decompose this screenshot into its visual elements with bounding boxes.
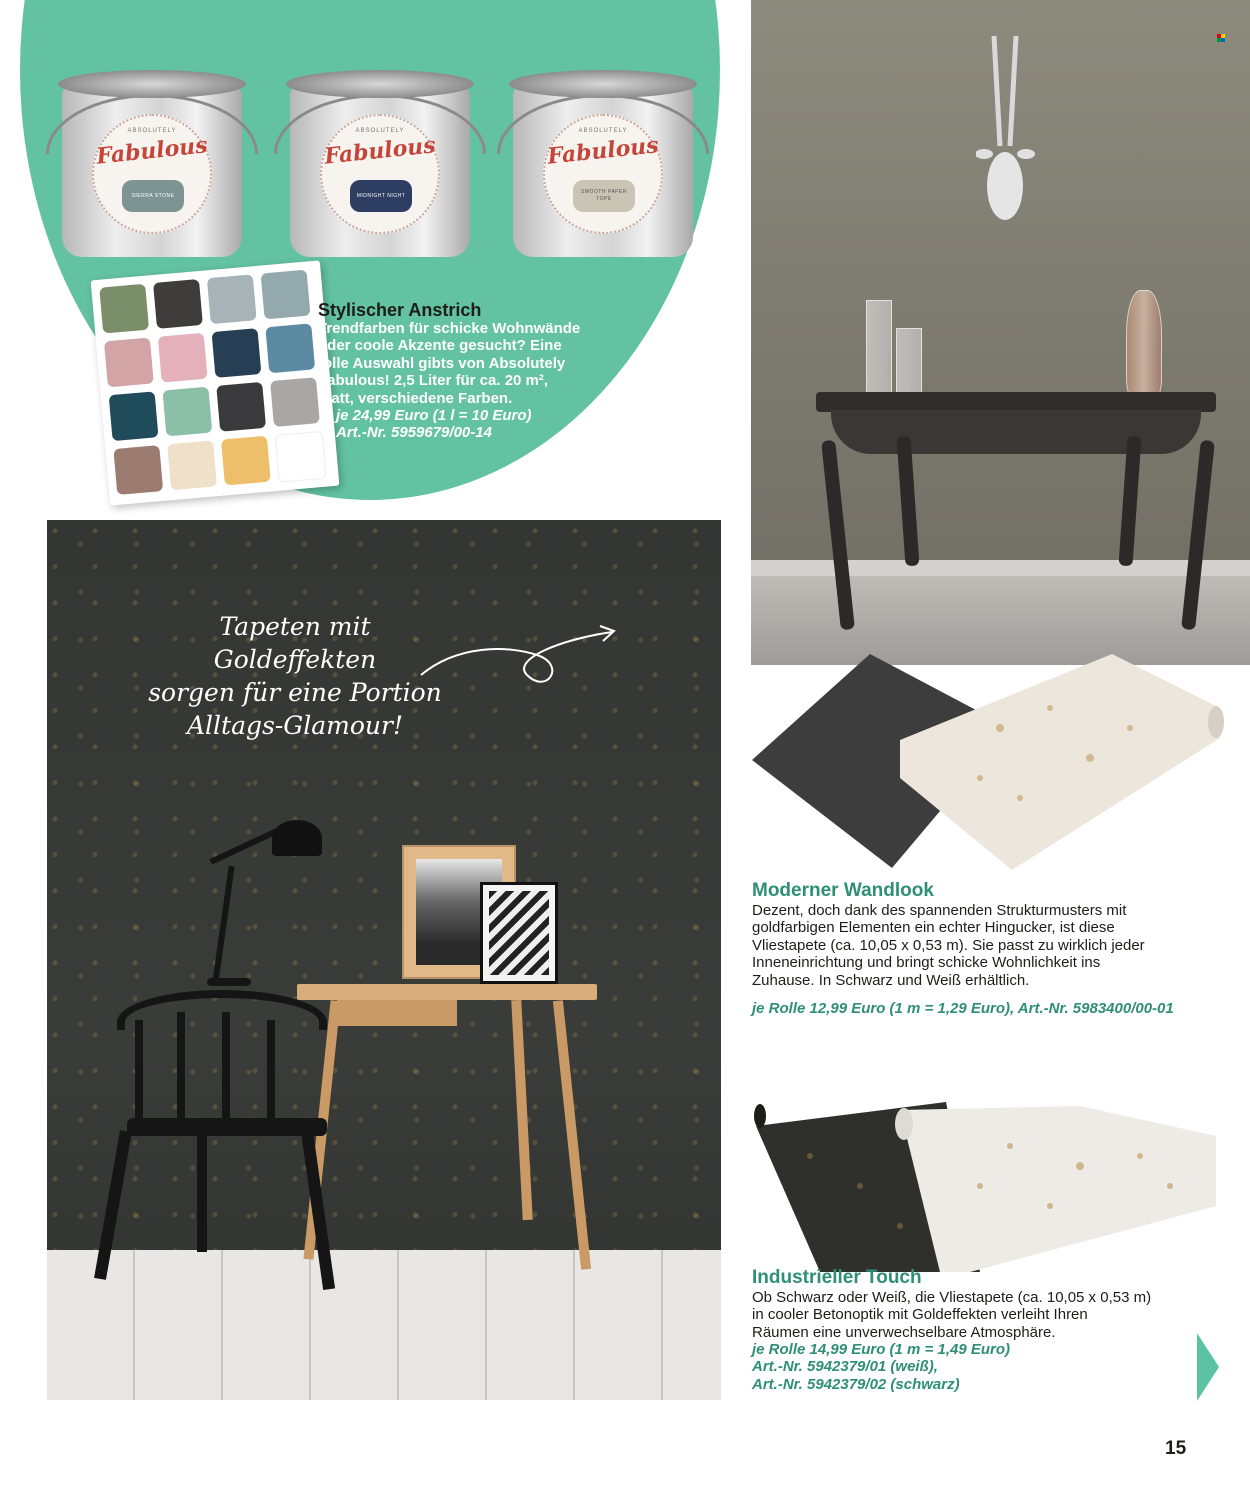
paint-price-line: je 24,99 Euro (1 l = 10 Euro) — [336, 407, 532, 424]
industrial-description-line: Ob Schwarz oder Weiß, die Vliestapete (ca. 10,05 x 0,53 m) — [752, 1289, 1152, 1306]
console-table-apron — [831, 410, 1201, 454]
paint-description-line: Trendfarben für schicke Wohnwände — [318, 320, 581, 337]
wallpaper-roll-end — [895, 1108, 913, 1140]
paint-can-label — [92, 114, 212, 234]
paint-can-lid — [509, 70, 697, 98]
paint-brand: Fabulous — [95, 132, 209, 170]
industrial-price-line: Art.-Nr. 5942379/01 (weiß), — [752, 1358, 938, 1376]
script-caption-line: Alltags-Glamour! — [186, 711, 403, 740]
paint-brand-small: ABSOLUTELY — [355, 128, 405, 134]
chair-spindle — [177, 1012, 185, 1120]
paint-can-lid — [58, 70, 246, 98]
industrial-description — [752, 1289, 1192, 1341]
industrial-price — [752, 1341, 1192, 1393]
next-page-arrow-icon[interactable] — [1197, 1333, 1219, 1401]
console-table-photo — [751, 0, 1250, 665]
paint-can — [52, 62, 252, 262]
desk-lamp-arm — [212, 866, 235, 986]
wooden-floor — [47, 1250, 721, 1400]
paint-can — [503, 62, 703, 262]
architecture-image — [489, 891, 549, 975]
wallpaper-white-sheet — [900, 1106, 1216, 1272]
paint-can — [280, 62, 480, 262]
paint-price — [336, 407, 656, 442]
console-table-leg — [896, 436, 919, 567]
wandlook-description-line: Dezent, doch dank des spannenden Strukturmusters mit — [752, 902, 1127, 919]
wallpaper-roll-end — [754, 1104, 766, 1128]
paint-color-chip — [113, 445, 163, 495]
copper-vase — [1126, 290, 1162, 400]
paint-brand: Fabulous — [546, 132, 660, 170]
paint-brand-small: ABSOLUTELY — [578, 128, 628, 134]
paint-color-chip — [212, 328, 262, 378]
paint-color-swatch: SMOOTH PAPER TOPE — [573, 180, 635, 212]
wallpaper-rolls-industrial — [750, 1096, 1230, 1276]
desk-top — [297, 984, 597, 1000]
chair-seat — [127, 1118, 327, 1136]
script-caption — [135, 610, 455, 742]
paint-color-chip — [270, 377, 320, 427]
paint-title: Stylischer Anstrich — [318, 300, 482, 320]
paint-color-chip — [153, 279, 203, 329]
wandlook-description-line: Inneneinrichtung und bringt schicke Wohnlichkeit ins — [752, 954, 1101, 972]
paint-color-chip — [99, 284, 149, 334]
paint-brand-small: ABSOLUTELY — [127, 128, 177, 134]
console-table-leg — [1118, 436, 1141, 567]
paint-color-chip — [265, 323, 315, 373]
desk-scene-photo — [47, 520, 721, 1400]
desk-leg — [511, 1000, 533, 1220]
paint-color-chip — [216, 382, 266, 432]
color-chart-card — [91, 260, 340, 505]
wandlook-description-line: goldfarbigen Elementen ein echter Hingucker, ist diese — [752, 919, 1115, 937]
paint-color-chip — [261, 270, 311, 320]
wallpaper-roll-end — [1208, 706, 1224, 738]
paint-color-chip — [109, 391, 159, 441]
paint-description-line: oder coole Akzente gesucht? Eine — [318, 337, 562, 355]
chair-spindle — [222, 1012, 230, 1120]
wandlook-price: je Rolle 12,99 Euro (1 m = 1,29 Euro), Art.-Nr. 5983400/00-01 — [752, 1000, 1174, 1017]
chair-leg — [197, 1132, 207, 1252]
wandlook-description-line: Zuhause. In Schwarz und Weiß erhältlich. — [752, 971, 1030, 989]
industrial-price-line: Art.-Nr. 5942379/02 (schwarz) — [752, 1375, 960, 1393]
industrial-price-line: je Rolle 14,99 Euro (1 m = 1,49 Euro) — [752, 1341, 1011, 1358]
paint-can-label — [543, 114, 663, 234]
paint-description-line: Fabulous! 2,5 Liter für ca. 20 m², — [318, 372, 549, 390]
desk-drawer — [337, 1000, 457, 1026]
desk-lamp-head — [272, 820, 322, 856]
industrial-description-line: Räumen eine unverwechselbare Atmosphäre. — [752, 1323, 1056, 1341]
wandlook-title: Moderner Wandlook — [752, 880, 934, 901]
paint-color-chip — [104, 338, 154, 388]
antelope-head-decor-icon — [976, 36, 1036, 221]
page-number: 15 — [1165, 1438, 1187, 1459]
glass-vase — [866, 300, 892, 398]
wandlook-description — [752, 902, 1222, 989]
paint-can-lid — [286, 70, 474, 98]
paint-color-swatch: SIERRA STONE — [122, 180, 184, 212]
industrial-description-line: in cooler Betonoptik mit Goldeffekten verleiht Ihren — [752, 1306, 1088, 1324]
chair-spindle — [135, 1020, 143, 1120]
chair-spindle — [267, 1020, 275, 1120]
wallpaper-white-sheet — [900, 654, 1220, 870]
wallpaper-rolls-wandlook — [750, 648, 1230, 878]
brand-logo-icon — [1217, 34, 1225, 42]
paint-brand: Fabulous — [323, 132, 437, 170]
paint-color-chip — [275, 431, 327, 483]
baseboard — [751, 560, 1250, 576]
paint-color-chip — [167, 440, 217, 490]
paint-color-swatch: MIDNIGHT NIGHT — [350, 180, 412, 212]
industrial-title: Industrieller Touch — [752, 1267, 922, 1288]
paint-color-chip — [158, 333, 208, 383]
script-caption-line: Tapeten mit Goldeffekten — [213, 612, 377, 674]
wandlook-description-line: Vliestapete (ca. 10,05 x 0,53 m). Sie passt zu wirklich jeder — [752, 936, 1145, 954]
console-table-top — [816, 392, 1216, 412]
architecture-frame — [480, 882, 558, 984]
paint-color-chip — [207, 274, 257, 324]
paint-can-label — [320, 114, 440, 234]
glass-vase — [896, 328, 922, 398]
paint-description — [318, 320, 658, 407]
paint-price-line: Art.-Nr. 5959679/00-14 — [336, 424, 492, 442]
doodle-arrow-icon — [417, 620, 627, 700]
script-caption-line: sorgen für eine Portion — [148, 678, 442, 707]
desk-leg — [553, 1000, 591, 1270]
paint-description-line: tolle Auswahl gibts von Absolutely — [318, 354, 566, 372]
paint-color-chip — [221, 436, 271, 486]
paint-description-line: matt, verschiedene Farben. — [318, 389, 513, 407]
paint-color-chip — [162, 387, 212, 437]
